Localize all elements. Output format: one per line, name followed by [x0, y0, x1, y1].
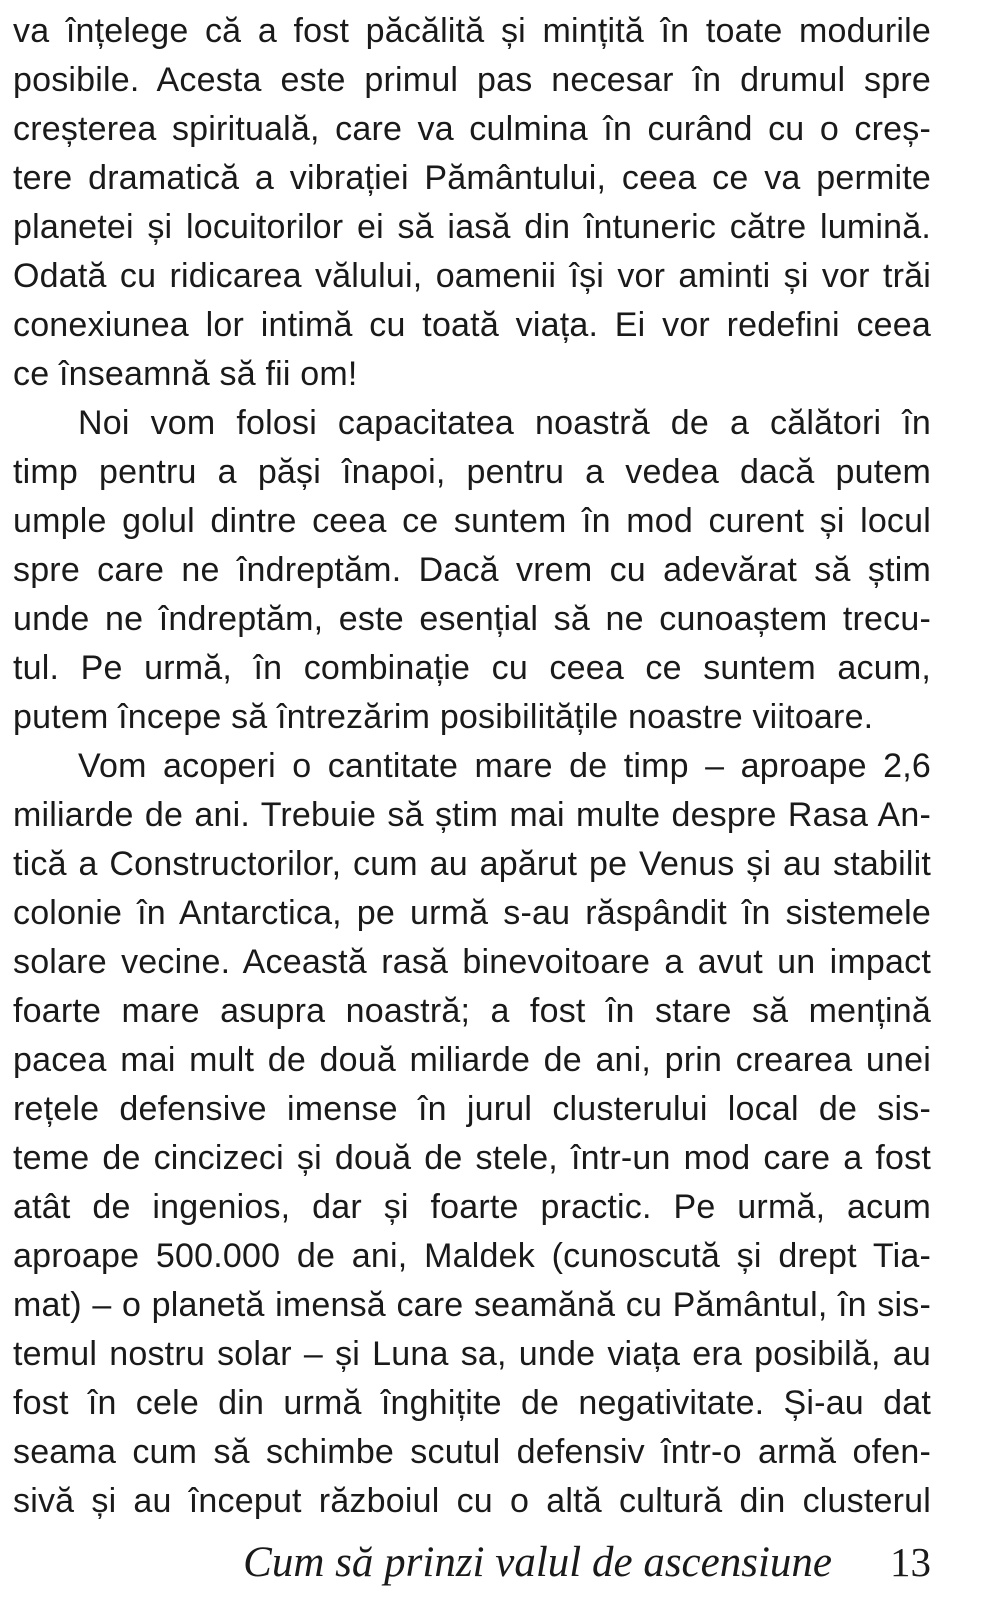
page-number: 13: [890, 1539, 931, 1585]
text-line-paragraph-start: Vom acoperi o cantitate mare de timp – aproape 2,6: [78, 747, 931, 785]
text-line: planetei și locuitorilor ei să iasă din întuneric către lumină.: [13, 208, 931, 246]
text-line: tul. Pe urmă, în combinație cu ceea ce suntem acum,: [13, 649, 931, 687]
text-line: posibile. Acesta este primul pas necesar în drumul spre: [13, 61, 931, 99]
text-line: creșterea spirituală, care va culmina în curând cu o creș-: [13, 110, 931, 148]
text-line: spre care ne îndreptăm. Dacă vrem cu adevărat să știm: [13, 551, 931, 589]
text-line: teme de cincizeci și două de stele, într-un mod care a fost: [13, 1139, 931, 1177]
text-line: aproape 500.000 de ani, Maldek (cunoscută și drept Tia-: [13, 1237, 931, 1275]
text-line: fost în cele din urmă înghițite de negativitate. Și-au dat: [13, 1384, 931, 1422]
text-line: umple golul dintre ceea ce suntem în mod curent și locul: [13, 502, 931, 540]
running-title: Cum să prinzi valul de ascensiune: [243, 1539, 832, 1586]
page-footer: [13, 1541, 931, 1584]
text-line: sivă și au început războiul cu o altă cultură din clusterul: [13, 1482, 931, 1520]
text-line: colonie în Antarctica, pe urmă s-au răspândit în sistemele: [13, 894, 931, 932]
text-line: seama cum să schimbe scutul defensiv într-o armă ofen-: [13, 1433, 931, 1471]
page-text: [13, 7, 931, 1526]
text-line: conexiunea lor intimă cu toată viața. Ei vor redefini ceea: [13, 306, 931, 344]
text-line: temul nostru solar – și Luna sa, unde viața era posibilă, au: [13, 1335, 931, 1373]
text-line: pacea mai mult de două miliarde de ani, prin crearea unei: [13, 1041, 931, 1079]
text-line: tere dramatică a vibrației Pământului, ceea ce va permite: [13, 159, 931, 197]
text-line: mat) – o planetă imensă care seamănă cu Pământul, în sis-: [13, 1286, 931, 1324]
text-line-paragraph-start: Noi vom folosi capacitatea noastră de a călători în: [78, 404, 931, 442]
text-line: Odată cu ridicarea vălului, oamenii își vor aminti și vor trăi: [13, 257, 931, 295]
text-line: tică a Constructorilor, cum au apărut pe Venus și au stabilit: [13, 845, 931, 883]
text-line: foarte mare asupra noastră; a fost în stare să mențină: [13, 992, 931, 1030]
text-line-paragraph-end: putem începe să întrezărim posibilitățile noastre viitoare.: [13, 698, 874, 736]
text-line: rețele defensive imense în jurul clusterului local de sis-: [13, 1090, 931, 1128]
text-line: unde ne îndreptăm, este esențial să ne cunoaștem trecu-: [13, 600, 931, 638]
text-line: atât de ingenios, dar și foarte practic. Pe urmă, acum: [13, 1188, 931, 1226]
text-line: timp pentru a păși înapoi, pentru a vedea dacă putem: [13, 453, 931, 491]
text-line: solare vecine. Această rasă binevoitoare a avut un impact: [13, 943, 931, 981]
text-line: miliarde de ani. Trebuie să știm mai multe despre Rasa An-: [13, 796, 931, 834]
text-line: va înțelege că a fost păcălită și mințită în toate modurile: [13, 12, 931, 50]
text-line-paragraph-end: ce înseamnă să fii om!: [13, 355, 358, 393]
